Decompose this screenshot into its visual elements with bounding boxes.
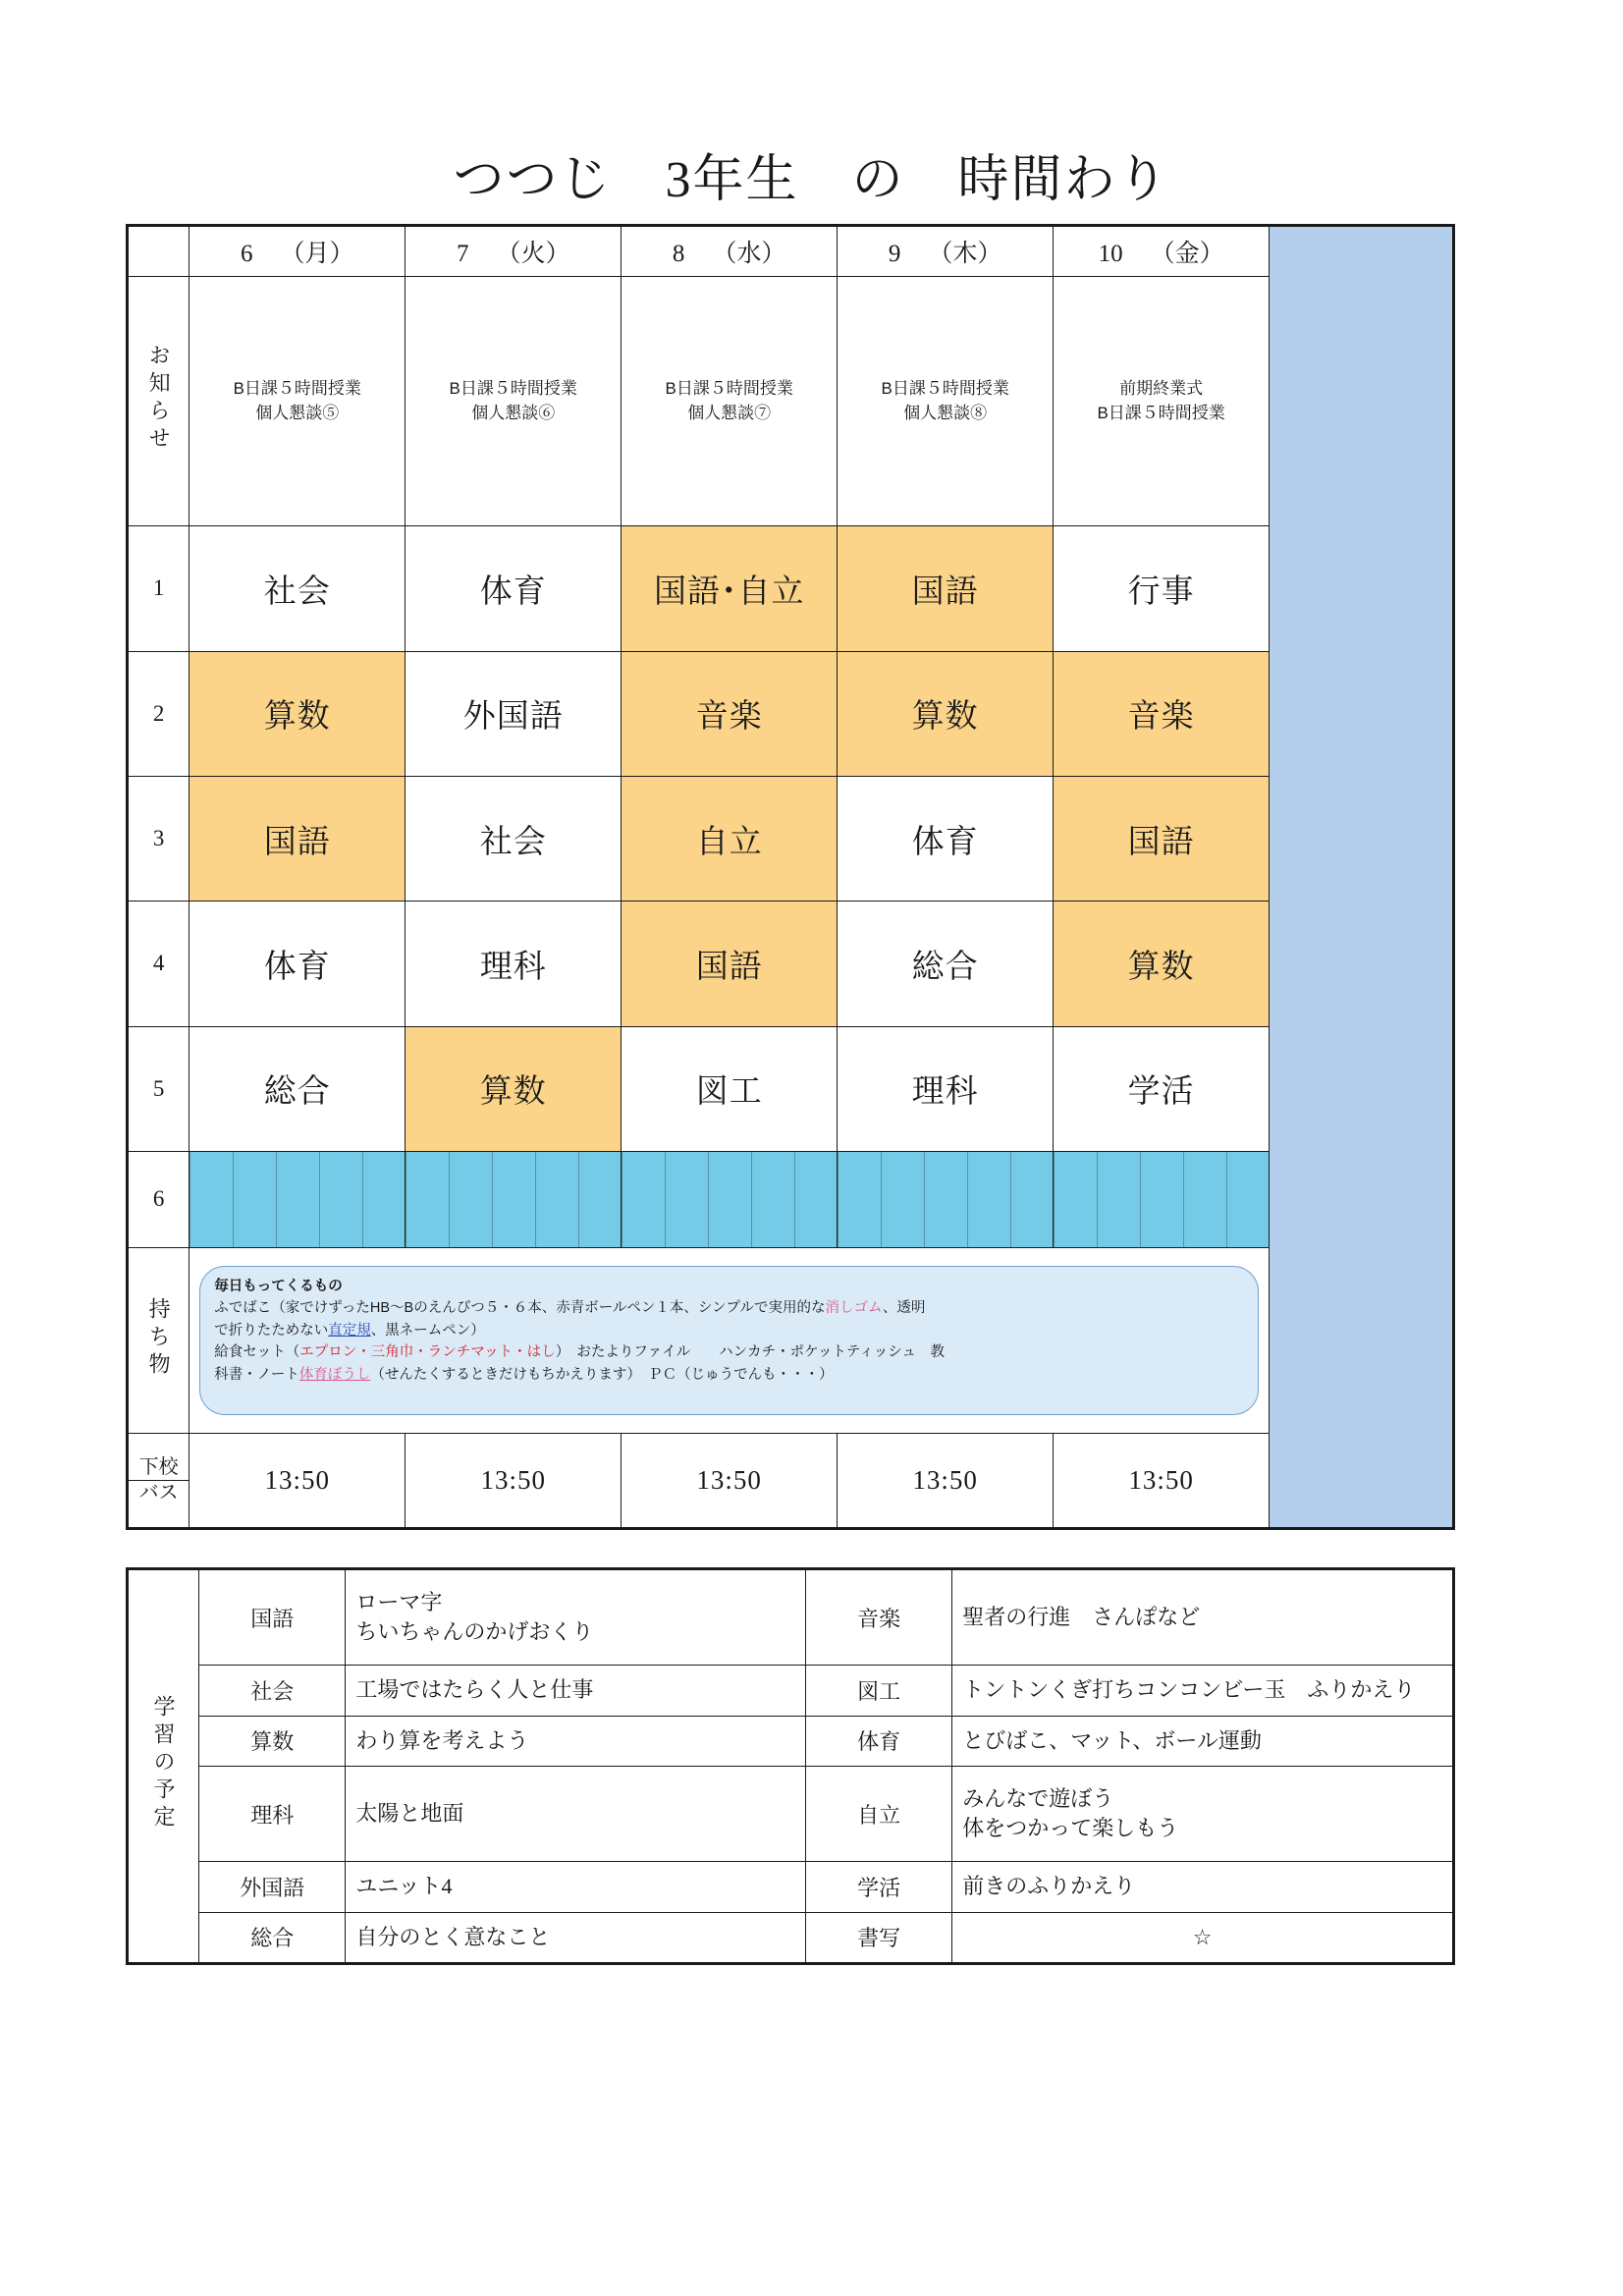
- class-cell-blocked: [1054, 1151, 1270, 1247]
- timetable-header-row: [129, 227, 1453, 277]
- notice-row: [129, 276, 1453, 526]
- bus-time-cell: 13:50: [838, 1434, 1054, 1528]
- day-weekday-4: （金）: [1150, 240, 1224, 267]
- day-header-3: [838, 227, 1054, 277]
- plan-value-left: 工場ではたらく人と仕事: [346, 1666, 806, 1716]
- class-cell-blocked: [406, 1151, 622, 1247]
- plan-value-left: 太陽と地面: [346, 1766, 806, 1861]
- period-row-4: [129, 902, 1453, 1026]
- period-row-6: [129, 1151, 1453, 1247]
- plan-value-left: ユニット4: [346, 1862, 806, 1912]
- items-note-cell: [189, 1247, 1270, 1434]
- class-cell: 算数: [1054, 902, 1270, 1026]
- class-cell: 総合: [189, 1026, 406, 1151]
- items-line-4: [214, 1364, 1244, 1386]
- notice-line: 個人懇談⑤: [255, 403, 340, 422]
- plan-subject-left: 国語: [199, 1570, 346, 1666]
- class-cell: 体育: [406, 526, 622, 651]
- items-row: [129, 1247, 1453, 1434]
- period-number: 2: [129, 651, 189, 776]
- items-label-text: 持ち物: [146, 1296, 172, 1380]
- plan-subject-right: 図工: [805, 1666, 951, 1716]
- class-cell: 算数: [838, 651, 1054, 776]
- bus-label-line2: バス: [129, 1480, 189, 1505]
- class-cell: 音楽: [1054, 651, 1270, 776]
- notice-cell-4: [1054, 276, 1270, 526]
- day-date-1: 7: [456, 240, 469, 267]
- plan-subject-left: 理科: [199, 1766, 346, 1861]
- bus-time-cell: 13:50: [189, 1434, 406, 1528]
- items-line-3: [214, 1341, 1244, 1363]
- period-number: 1: [129, 526, 189, 651]
- class-cell: 行事: [1054, 526, 1270, 651]
- notice-cell-1: [406, 276, 622, 526]
- plan-value-line: 聖者の行進 さんぽなど: [962, 1605, 1201, 1630]
- class-cell: 学活: [1054, 1026, 1270, 1151]
- items-line-2: [214, 1320, 1244, 1341]
- items-text-red: エプロン・三角巾・ランチマット・はし: [299, 1344, 556, 1361]
- class-cell: 体育: [838, 776, 1054, 901]
- items-text-blue: 直定規: [328, 1322, 371, 1339]
- notice-line: B日課５時間授業: [881, 378, 1009, 398]
- plan-row-label: [129, 1570, 199, 1963]
- notice-cell-2: [622, 276, 838, 526]
- period-row-5: [129, 1026, 1453, 1151]
- items-note-box: [199, 1266, 1259, 1416]
- plan-value-right: とびばこ、マット、ボール運動: [952, 1716, 1453, 1766]
- bus-label-line1: 下校: [138, 1456, 179, 1479]
- day-weekday-3: （木）: [928, 240, 1002, 267]
- class-cell: 理科: [406, 902, 622, 1026]
- notice-line: B日課５時間授業: [233, 378, 361, 398]
- items-text: 給食セット（: [214, 1344, 300, 1361]
- class-cell: 図工: [622, 1026, 838, 1151]
- plan-row: [129, 1716, 1453, 1766]
- plan-value-right: [952, 1766, 1453, 1861]
- plan-value-line: ローマ字: [355, 1590, 443, 1615]
- plan-value-right: [952, 1570, 1453, 1666]
- class-cell: 自立: [622, 776, 838, 901]
- plan-subject-right: 体育: [805, 1716, 951, 1766]
- period-row-2: [129, 651, 1453, 776]
- items-text: 科書・ノート: [214, 1366, 299, 1383]
- bus-row-label: [129, 1434, 189, 1528]
- items-text: で折りたためない: [214, 1322, 329, 1339]
- plan-value-line: 体をつかって楽しもう: [962, 1816, 1179, 1841]
- notice-line: 個人懇談⑥: [471, 403, 556, 422]
- class-cell: 音楽: [622, 651, 838, 776]
- class-cell: 国語: [1054, 776, 1270, 901]
- plan-label-text: 学習の予定: [151, 1694, 177, 1832]
- class-cell: 社会: [406, 776, 622, 901]
- class-cell: 理科: [838, 1026, 1054, 1151]
- bus-row: [129, 1434, 1453, 1528]
- plan-value-line: みんなで遊ぼう: [962, 1786, 1114, 1812]
- class-cell: 国語: [838, 526, 1054, 651]
- items-heading: 毎日もってくるもの: [214, 1278, 343, 1294]
- day-weekday-0: （月）: [280, 240, 354, 267]
- day-weekday-2: （水）: [712, 240, 786, 267]
- items-line-1: [214, 1297, 1244, 1319]
- items-text: 、透明: [882, 1300, 926, 1317]
- notice-line: B日課５時間授業: [1097, 403, 1225, 422]
- plan-subject-right: 書写: [805, 1912, 951, 1962]
- notice-line: 前期終業式: [1119, 378, 1204, 398]
- class-cell: 算数: [406, 1026, 622, 1151]
- period-row-3: [129, 776, 1453, 901]
- items-text-pink: 消しゴム: [825, 1300, 883, 1317]
- plan-subject-right: 自立: [805, 1766, 951, 1861]
- class-cell: 国語: [189, 776, 406, 901]
- bus-time-cell: 13:50: [1054, 1434, 1270, 1528]
- notice-line: 個人懇談⑧: [903, 403, 988, 422]
- class-cell-blocked: [189, 1151, 406, 1247]
- day-date-2: 8: [672, 240, 685, 267]
- class-cell: 国語･自立: [622, 526, 838, 651]
- plan-value-right: 前きのふりかえり: [952, 1862, 1453, 1912]
- day-header-2: [622, 227, 838, 277]
- items-text: 、黒ネームペン）: [370, 1322, 485, 1339]
- plan-subject-left: 総合: [199, 1912, 346, 1962]
- plan-value-right-star: ☆: [952, 1912, 1453, 1962]
- items-text: ふでばこ（家でけずったHB～Bのえんぴつ５・６本、赤青ボールペン１本、シンプルで実用的な: [214, 1300, 826, 1317]
- notice-cell-3: [838, 276, 1054, 526]
- notice-cell-0: [189, 276, 406, 526]
- period-number: 6: [129, 1151, 189, 1247]
- header-corner-cell: [129, 227, 189, 277]
- plan-value-left: わり算を考えよう: [346, 1716, 806, 1766]
- bus-time-cell: 13:50: [406, 1434, 622, 1528]
- notice-line: B日課５時間授業: [449, 378, 577, 398]
- class-cell-blocked: [838, 1151, 1054, 1247]
- notice-row-label: [129, 276, 189, 526]
- plan-subject-left: 社会: [199, 1666, 346, 1716]
- items-text-pink: 体育ぼうし: [298, 1366, 371, 1383]
- day-header-0: [189, 227, 406, 277]
- plan-row: [129, 1912, 1453, 1962]
- day-header-1: [406, 227, 622, 277]
- items-text: ） おたよりファイル ハンカチ・ポケットティッシュ 教: [555, 1344, 945, 1361]
- plan-row: [129, 1666, 1453, 1716]
- notice-line: B日課５時間授業: [665, 378, 793, 398]
- plan-subject-right: 学活: [805, 1862, 951, 1912]
- notice-line: 個人懇談⑦: [687, 403, 772, 422]
- day-header-4: [1054, 227, 1270, 277]
- plan-value-right: トントンくぎ打ちコンコンビー玉 ふりかえり: [952, 1666, 1453, 1716]
- notice-label-text: お知らせ: [146, 344, 172, 454]
- period-number: 3: [129, 776, 189, 901]
- plan-value-left: 自分のとく意なこと: [346, 1912, 806, 1962]
- plan-subject-right: 音楽: [805, 1570, 951, 1666]
- class-cell: 総合: [838, 902, 1054, 1026]
- class-cell: 体育: [189, 902, 406, 1026]
- class-cell-blocked: [622, 1151, 838, 1247]
- period-number: 4: [129, 902, 189, 1026]
- class-cell: 国語: [622, 902, 838, 1026]
- plan-value-left: [346, 1570, 806, 1666]
- items-row-label: [129, 1247, 189, 1434]
- class-cell: 社会: [189, 526, 406, 651]
- day-weekday-1: （火）: [496, 240, 570, 267]
- class-cell: 算数: [189, 651, 406, 776]
- period-number: 5: [129, 1026, 189, 1151]
- study-plan-table: [126, 1567, 1455, 1965]
- page-title: つつじ 3年生 の 時間わり: [453, 152, 1170, 208]
- plan-row: [129, 1862, 1453, 1912]
- items-text: （せんたくするときだけもちかえります） ＰＣ（じゅうでんも・・・）: [370, 1366, 834, 1383]
- plan-subject-left: 算数: [199, 1716, 346, 1766]
- plan-row: [129, 1570, 1453, 1666]
- plan-row: [129, 1766, 1453, 1861]
- day-date-3: 9: [888, 240, 901, 267]
- plan-value-line: ちいちゃんのかげおくり: [355, 1619, 594, 1645]
- class-cell: 外国語: [406, 651, 622, 776]
- period-row-1: [129, 526, 1453, 651]
- side-panel: [1270, 227, 1453, 1528]
- day-date-4: 10: [1098, 240, 1123, 267]
- bus-time-cell: 13:50: [622, 1434, 838, 1528]
- day-date-0: 6: [240, 240, 253, 267]
- plan-subject-left: 外国語: [199, 1862, 346, 1912]
- timetable: [126, 224, 1455, 1530]
